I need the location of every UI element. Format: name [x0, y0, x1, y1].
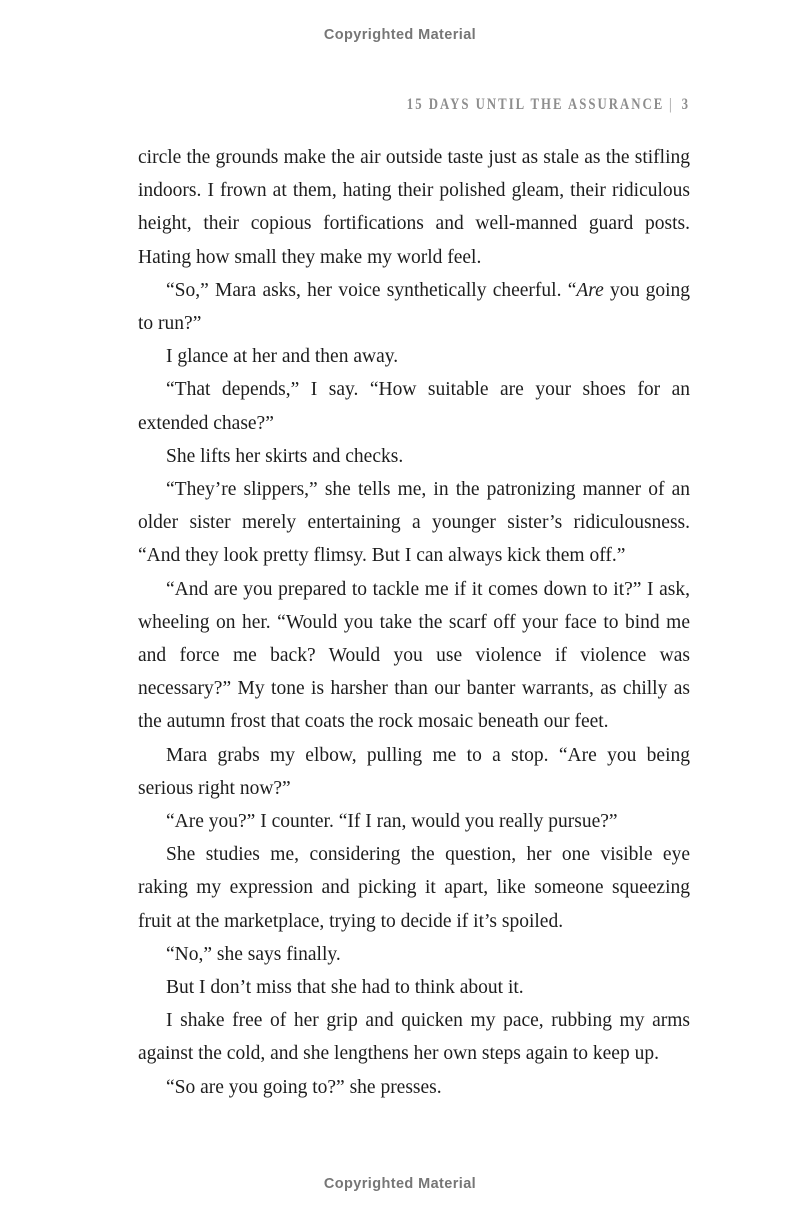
page-number: 3 — [681, 96, 690, 113]
text-run: “So are you going to?” she presses. — [166, 1076, 442, 1098]
text-run: “They’re slippers,” she tells me, in the patronizing manner of an older sister merely entertaining a younger sister’s ridiculousness. “And they look pretty flimsy. But I can always kick them off.” — [138, 479, 690, 567]
copyright-notice-bottom: Copyrighted Material — [323, 1176, 477, 1192]
paragraph — [138, 1004, 690, 1070]
paragraph — [138, 373, 690, 439]
paragraph — [138, 573, 690, 739]
paragraph — [138, 1071, 690, 1104]
paragraph — [138, 938, 690, 971]
text-run: you going to run?” — [138, 279, 690, 335]
copyright-notice-top: Copyrighted Material — [323, 27, 477, 43]
running-head — [138, 96, 690, 114]
paragraph — [138, 274, 690, 340]
paragraph — [138, 141, 690, 274]
paragraph — [138, 838, 690, 938]
text-run: I glance at her and then away. — [166, 346, 399, 368]
text-run: She studies me, considering the question, her one visible eye raking my expression and picking it apart, like someone squeezing fruit at the marketplace, trying to decide if it’s spoiled. — [138, 844, 690, 932]
text-run: But I don’t miss that she had to think about it. — [166, 977, 524, 999]
text-run: “No,” she says finally. — [166, 943, 341, 965]
text-run: circle the grounds make the air outside taste just as stale as the stifling indoors. I frown at them, hating their polished gleam, their ridiculous height, their copious fortifications and well-manned guard posts. Hating how small they make my world feel. — [138, 147, 690, 268]
running-head-content — [407, 96, 690, 114]
paragraph — [138, 805, 690, 838]
paragraph — [138, 473, 690, 573]
text-run: Mara grabs my elbow, pulling me to a stop. “Are you being serious right now?” — [138, 744, 690, 799]
running-head-separator: | — [669, 96, 674, 113]
chapter-title: 15 DAYS UNTIL THE ASSURANCE — [406, 96, 665, 113]
paragraph — [138, 440, 690, 473]
text-run: “Are you?” I counter. “If I ran, would you really pursue?” — [166, 811, 618, 833]
text-run: “That depends,” I say. “How suitable are your shoes for an extended chase?” — [138, 379, 690, 434]
paragraph — [138, 739, 690, 805]
text-run: “So,” Mara asks, her voice synthetically cheerful. “ — [166, 279, 577, 301]
paragraph — [138, 340, 690, 373]
text-run: “And are you prepared to tackle me if it comes down to it?” I ask, wheeling on her. “Would you take the scarf off your face to bind me and force me back? Would you use violence if violence was necessary?” My tone is harsher than our banter warrants, as chilly as the autumn frost that coats the rock mosaic beneath our feet. — [138, 578, 690, 733]
paragraph — [138, 971, 690, 1004]
text-run: She lifts her skirts and checks. — [166, 445, 404, 467]
text-run: I shake free of her grip and quicken my pace, rubbing my arms against the cold, and she lengthens her own steps again to keep up. — [138, 1010, 690, 1065]
italic-text-run: Are — [576, 279, 604, 301]
body-text — [138, 141, 690, 1104]
